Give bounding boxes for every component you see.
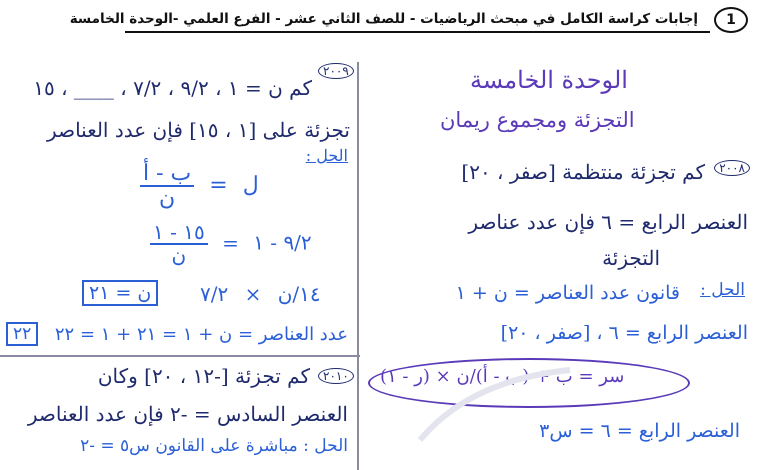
q2-solution-label: الحل : [305,146,348,165]
left-section-divider [0,355,360,357]
left-question-number: ٢٠٠٩ [318,63,354,79]
q2-step2-fraction [150,222,208,266]
q2-result: ن = ٢١ [82,280,158,306]
q1-solution-label: الحل : [700,280,745,300]
header-underline [125,31,710,33]
q2-result-box [82,282,158,304]
left-question-number-badge [318,63,354,79]
q3-line1: كم تجزئة [-١٢ ، ٢٠] وكان [97,364,310,388]
q2-line1: كم ن = ١ ، ٩/٢ ، ٧/٢ ، ____ ، ١٥ [33,76,312,100]
q1-sol-line1: قانون عدد العناصر = ن + ١ [455,282,680,304]
column-divider [357,62,359,470]
q2-result2-box [6,324,38,344]
unit-subtitle: التجزئة ومجموع ريمان [440,108,635,132]
q1-formula: سر = ب + (ب - أ)/ن × (ر - ١) [380,366,625,387]
q2-step2-numerator: ١٥ - ١ [150,222,208,245]
q1-line2: العنصر الرابع = ٦ فإن عدد عناصر [468,210,748,234]
bottom-question-number-badge [318,368,354,384]
question-number: ٢٠٠٨ [714,160,750,176]
q2-line2: تجزئة على [١ ، ١٥] فإن عدد العناصر [47,118,350,142]
q2-step2: $\frac{١٥ - ١}{\text{ن}}$ = ٩/٢ - ١ [150,222,312,266]
q1-sol-line4: العنصر الرابع = ٦ = س٣ [539,420,740,442]
q2-step3-right: ٧/٢ [200,282,229,306]
watermark-mark [410,360,590,450]
q3-line3: الحل : مباشرة على القانون س٥ = -٢ [80,436,348,456]
q2-step2-rhs: ٩/٢ - ١ [253,230,312,255]
q2-formula-lhs: ل [242,173,259,199]
q2-step3: ١٤/ن × ٧/٢ [200,282,321,306]
q2-formula-numerator: ب - أ [140,162,194,187]
watermark-stroke [420,370,570,440]
q1-line3: التجزئة [602,246,660,270]
q3-line2: العنصر السادس = -٢ فإن عدد العناصر [27,402,348,426]
q2-formula-fraction [140,162,194,210]
header-title: إجابات كراسة الكامل في مبحث الرياضيات - للصف الثاني عشر - الفرع العلمي -الوحدة الخامسة [69,11,698,27]
q2-formula-denominator: ن [159,186,176,212]
q1-sol-line2: العنصر الرابع = ٦ ، [صفر ، ٢٠] [500,322,748,344]
q2-step2-denominator: ن [171,243,187,267]
q1-line1: كم تجزئة منتظمة [صفر ، ٢٠] [461,160,705,184]
unit-title: الوحدة الخامسة [470,66,628,94]
q2-elements-line: عدد العناصر = ن + ١ = ٢١ + ١ = ٢٢ [54,324,348,345]
page-header [60,4,750,36]
q2-formula: $\frac{\text{ب - أ}}{\text{ن}}$ = ل [140,162,259,210]
q2-result2: ٢٢ [6,322,38,346]
q2-step3-left: ١٤/ن [277,282,321,306]
bottom-question-number: ٢٠١٠ [318,368,354,384]
page-number-badge: 1 [714,7,748,33]
question-number-badge [714,160,750,176]
